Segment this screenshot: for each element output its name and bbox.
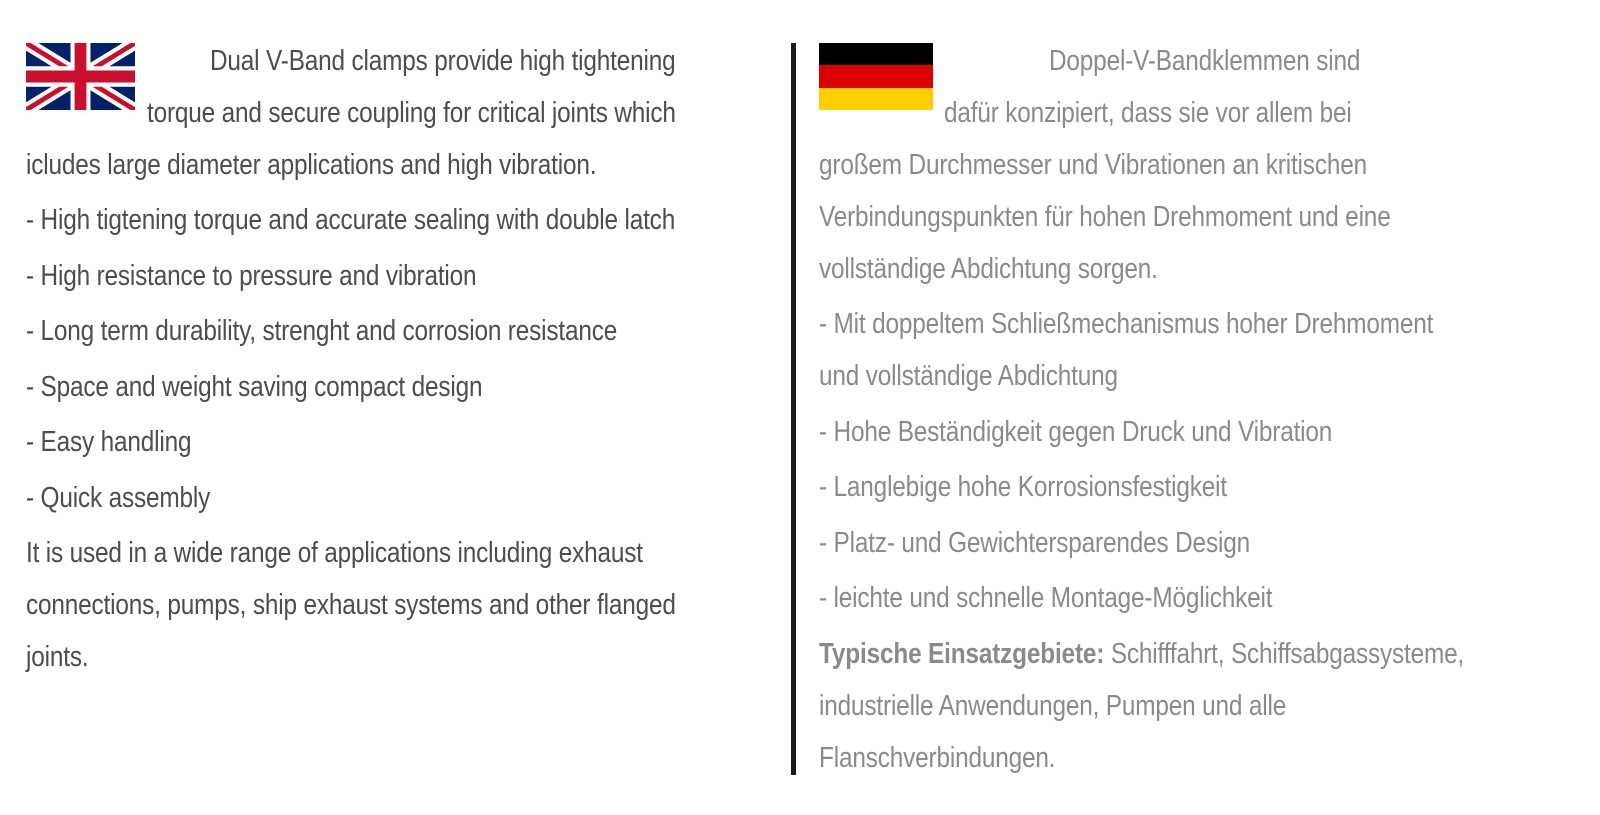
english-line: joints. [26, 641, 89, 673]
english-bullet: - Space and weight saving compact design [26, 371, 483, 403]
german-bullet: - Hohe Beständigkeit gegen Druck und Vibration [819, 416, 1333, 448]
german-line: und vollständige Abdichtung [819, 360, 1118, 392]
column-divider [791, 43, 796, 775]
german-typical-line [819, 636, 1464, 672]
german-bullet: - leichte und schnelle Montage-Möglichkeit [819, 582, 1273, 614]
german-bullet: - Langlebige hohe Korrosionsfestigkeit [819, 471, 1228, 503]
english-bullet: - Quick assembly [26, 482, 211, 514]
german-line: großem Durchmesser und Vibrationen an kritischen [819, 149, 1367, 181]
english-line: torque and secure coupling for critical joints which [147, 97, 676, 129]
english-line: Dual V-Band clamps provide high tightening [210, 45, 676, 77]
german-line: Flanschverbindungen. [819, 742, 1056, 774]
english-bullet: - High resistance to pressure and vibration [26, 260, 477, 292]
english-bullet: - High tigtening torque and accurate sealing with double latch [26, 204, 676, 236]
germany-flag-icon [819, 43, 933, 110]
german-line: vollständige Abdichtung sorgen. [819, 253, 1158, 285]
typical-uses-label: Typische Einsatzgebiete: [819, 638, 1105, 670]
english-line: It is used in a wide range of applications including exhaust [26, 537, 643, 569]
german-bullet: - Mit doppeltem Schließmechanismus hoher Drehmoment [819, 308, 1434, 340]
german-line: Verbindungspunkten für hohen Drehmoment und eine [819, 201, 1391, 233]
german-line: industrielle Anwendungen, Pumpen und alle [819, 690, 1287, 722]
english-bullet: - Easy handling [26, 426, 192, 458]
german-bullet: - Platz- und Gewichtersparendes Design [819, 527, 1250, 559]
english-line: connections, pumps, ship exhaust systems and other flanged [26, 589, 676, 621]
english-bullet: - Long term durability, strenght and corrosion resistance [26, 315, 618, 347]
english-line: icludes large diameter applications and high vibration. [26, 149, 597, 181]
uk-flag-icon [26, 43, 135, 110]
german-line: Doppel-V-Bandklemmen sind [1049, 45, 1361, 77]
german-line: dafür konzipiert, dass sie vor allem bei [944, 97, 1352, 129]
typical-uses-text: Schifffahrt, Schiffsabgassysteme, [1104, 638, 1465, 670]
